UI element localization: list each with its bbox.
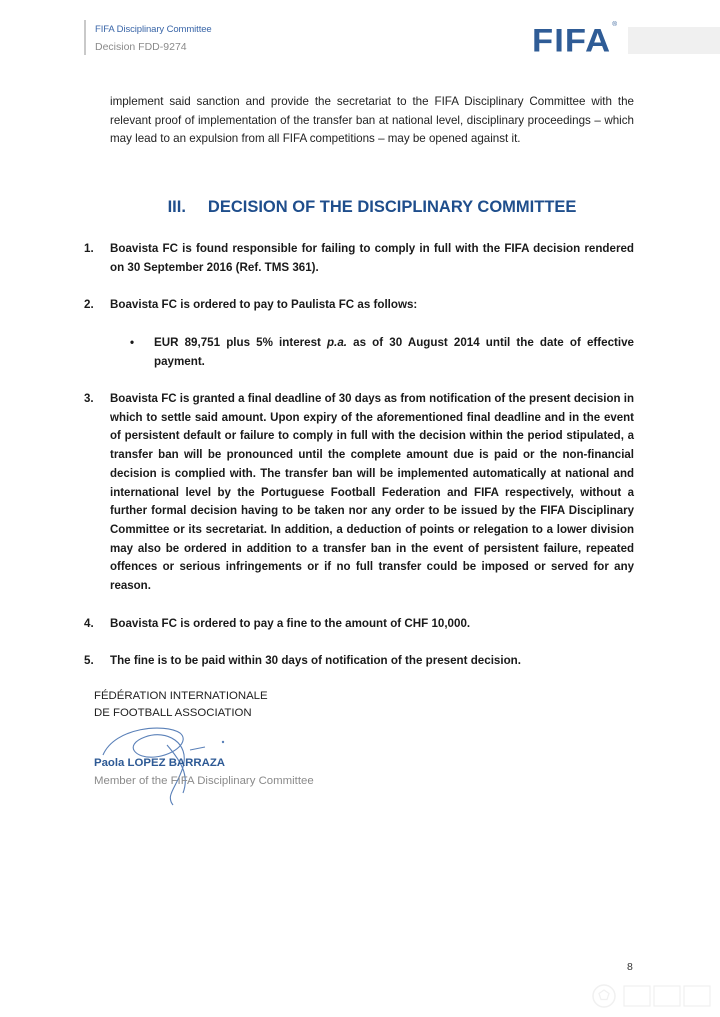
decision-item-2 (84, 296, 634, 315)
item-number: 5. (84, 654, 94, 667)
item-text: The fine is to be paid within 30 days of notification of the present decision. (110, 654, 521, 667)
decision-item-5 (84, 652, 634, 671)
fifa-logo-text: FIFA (532, 22, 612, 59)
bullet-icon: • (130, 336, 135, 349)
fifa-logo (532, 22, 618, 58)
registered-mark: ® (612, 22, 619, 28)
header-committee: FIFA Disciplinary Committee (95, 24, 212, 35)
item-text: Boavista FC is granted a final deadline of 30 days as from notification of the present decision in which to settle said amount. Upon expiry of the aforementioned final deadline and in the event of persistent default or failure to comply in full with the decision within the period stipulated, a transfer ban will be pronounced until the complete amount due is paid or the non-financial decision is complied with. The transfer ban will be implemented automatically at national and international level by the Portuguese Football Federation and FIFA respectively, without a further formal decision having to be taken nor any order to be issued by the FIFA Disciplinary Committee or its secretariat. In addition, a deduction of points or relegation to a lower division may also be ordered in addition to a transfer ban in the event of persistent failure, repeated offences or serious infringements or if no full transfer could be imposed or served for any reason. (110, 393, 634, 593)
section-title: DECISION OF THE DISCIPLINARY COMMITTEE (207, 198, 577, 216)
section-heading (0, 198, 720, 217)
signature-organization: FÉDÉRATION INTERNATIONALE DE FOOTBALL ASSOCIATION (94, 690, 268, 719)
section-number: III. (167, 198, 186, 216)
intro-paragraph: implement said sanction and provide the secretariat to the FIFA Disciplinary Committee with the relevant proof of implementation of the transfer ban at national level, disciplinary proceedings – which may lead to an expulsion from all FIFA competitions – may be opened against it. (110, 95, 634, 146)
signatory-role: Member of the FIFA Disciplinary Committee (94, 775, 314, 787)
decision-item-4 (84, 615, 634, 634)
decision-item-3 (84, 390, 634, 596)
page-number: 8 (627, 961, 633, 973)
item-text: Boavista FC is found responsible for failing to comply in full with the FIFA decision rendered on 30 September 2016 (Ref. TMS 361). (110, 242, 634, 274)
header-decision-ref: Decision FDD-9274 (95, 41, 187, 53)
signatory-name: Paola LOPEZ BARRAZA (94, 757, 226, 769)
item-text: Boavista FC is ordered to pay to Paulista FC as follows: (110, 298, 418, 311)
item-number: 1. (84, 242, 94, 255)
bullet-text: EUR 89,751 plus 5% interest p.a. as of 30 August 2014 until the date of effective payment. (154, 336, 634, 368)
watermark-logo-icon (590, 982, 715, 1010)
header-divider (84, 20, 86, 55)
item-number: 2. (84, 298, 94, 311)
header-grey-block (628, 27, 720, 54)
decision-item-1 (84, 240, 634, 277)
item-number: 3. (84, 393, 94, 405)
item-text: Boavista FC is ordered to pay a fine to the amount of CHF 10,000. (110, 617, 471, 630)
item-number: 4. (84, 617, 94, 630)
payment-bullet (130, 334, 634, 371)
